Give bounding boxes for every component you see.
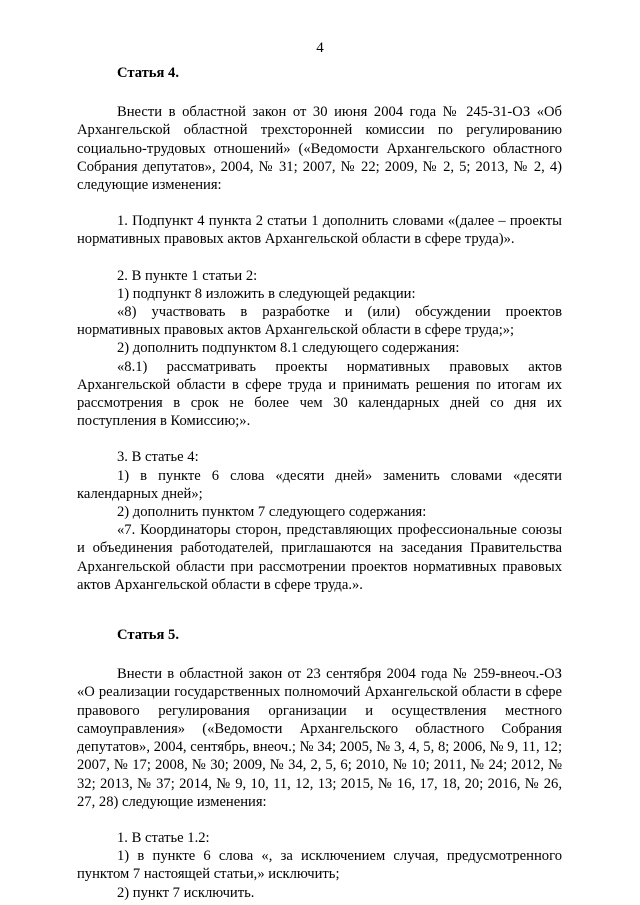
article-4-item-2: 2. В пункте 1 статьи 2: <box>117 267 258 284</box>
article-4-item-3-sub-2-text: «7. Координаторы сторон, представляющих профессиональные союзы и объединения работодателей, приглашаются на заседания Правительства Архангельской области при рассмотрении проектов нормативных правовых актов Архангельской области в сфере труда.». <box>77 522 562 593</box>
article-5-item-1-sub-1: 1) в пункте 6 слова «, за исключением случая, предусмотренного пунктом 7 настоящей статьи,» исключить; <box>77 848 562 883</box>
article-4-item-1: 1. Подпункт 4 пункта 2 статьи 1 дополнить словами «(далее – проекты нормативных правовых актов Архангельской области в сфере труда)». <box>77 213 562 248</box>
article-4-item-3: 3. В статье 4: <box>117 449 199 466</box>
article-4-item-2-sub-1-text: «8) участвовать в разработке и (или) обсуждении проектов нормативных правовых актов Архангельской области в сфере труда;»; <box>77 304 562 339</box>
document-body <box>77 64 562 902</box>
page-number: 4 <box>316 40 324 56</box>
article-5-item-1: 1. В статье 1.2: <box>117 829 210 846</box>
article-4-item-2-sub-1: 1) подпункт 8 изложить в следующей редакции: <box>117 285 416 302</box>
article-4-item-3-sub-2: 2) дополнить пунктом 7 следующего содержания: <box>117 504 427 521</box>
article-5-item-1-sub-2: 2) пункт 7 исключить. <box>117 884 255 901</box>
article-5-heading: Статья 5. <box>117 627 179 644</box>
article-4-heading: Статья 4. <box>117 65 179 81</box>
article-4-item-2-sub-2-text: «8.1) рассматривать проекты нормативных правовых актов Архангельской области в сфере труда и принимать решения по итогам их рассмотрения в срок не более чем 30 календарных дней со дня их поступления в Комиссию;». <box>77 358 562 430</box>
article-5-intro: Внести в областной закон от 23 сентября 2004 года № 259-внеоч.-ОЗ «О реализации государственных полномочий Архангельской области в сфере правового регулирования организации и осуществления местного самоуправления» («Ведомости Архангельского областного Собрания депутатов», 2004, сентябрь, внеоч.; № 34; 2005, № 3, 4, 5, 8; 2006, № 9, 11, 12; 2007, № 17; 2008, № 30; 2009, № 34, 2, 5, 6; 2010, № 10; 2011, № 24; 2012, № 32; 2013, № 37; 2014, № 9, 10, 11, 12, 13; 2015, № 16, 17, 18, 20; 2016, № 26, 27, 28) следующие изменения: <box>77 666 562 810</box>
article-4-item-3-sub-1: 1) в пункте 6 слова «десяти дней» заменить словами «десяти календарных дней»; <box>77 467 562 502</box>
article-4-item-2-sub-2: 2) дополнить подпунктом 8.1 следующего содержания: <box>117 340 460 357</box>
article-4-intro: Внести в областной закон от 30 июня 2004 года № 245-31-ОЗ «Об Архангельской областной трехсторонней комиссии по регулированию социально-трудовых отношений» («Ведомости Архангельского областного Собрания депутатов», 2004, № 31; 2007, № 22; 2009, № 2, 5; 2013, № 2, 4) следующие изменения: <box>77 104 562 194</box>
